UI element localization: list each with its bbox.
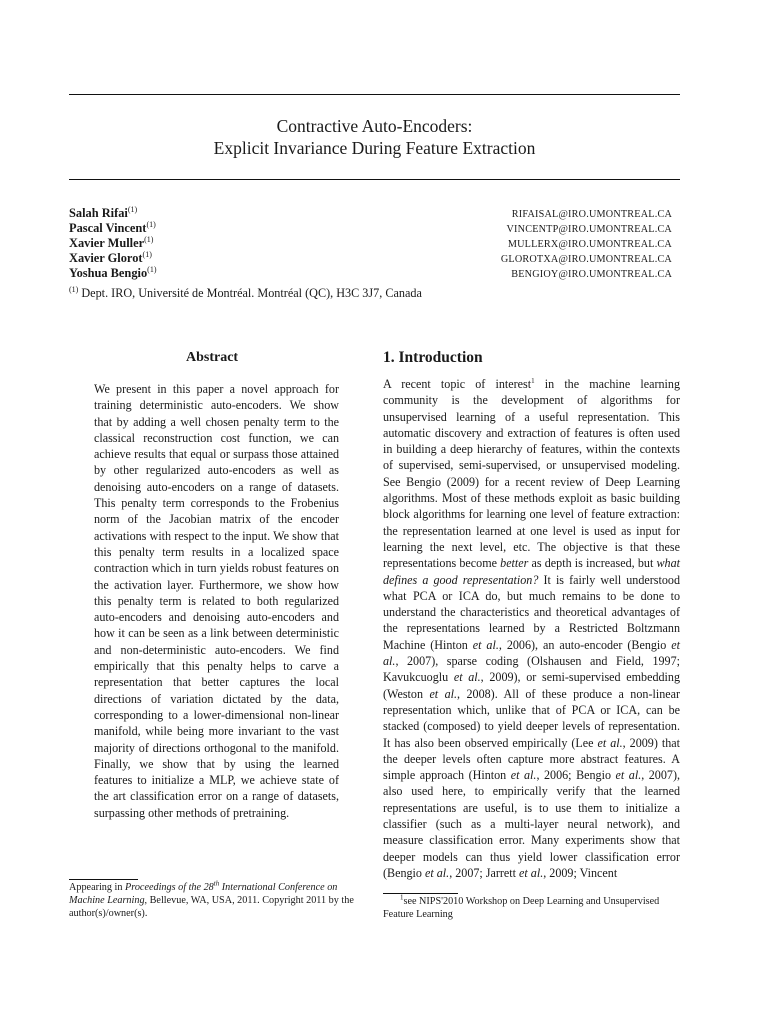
author-name: Xavier Glorot$^{(1)}$	[69, 249, 152, 265]
abstract-heading: Abstract	[186, 350, 239, 365]
author-name: Yoshua Bengio$^{(1)}$	[69, 264, 157, 280]
affiliation: $^{(1)}$ Dept. IRO, Université de Montréal. Montréal (QC), H3C 3J7, Canada	[69, 284, 422, 300]
paper-title-line-1: Contractive Auto-Encoders:	[276, 116, 473, 136]
title-bottom-rule	[69, 179, 680, 180]
footnote-rule-right	[383, 893, 458, 894]
author-email[interactable]: BENGIOY@IRO.UMONTREAL.CA	[511, 269, 672, 280]
introduction-text: A recent topic of interest$^1$ in the machine learning community is the development of algorithms for unsupervised learning of a useful representation. This automatic discovery and extraction of features is often used in building a deep hierarchy of features, within the contexts of supervised, semi-supervised, or unsupervised modeling. See Bengio (2009) for a recent review of Deep Learning algorithms. Most of these methods exploit as basic building block algorithms for learning one level of feature extraction: the representation learned at one level is used as input for learning the next level, etc. The objective is that these representations become better as depth is increased, but what defines a good representation? It is fairly well understood what PCA or ICA do, but much remains to be done to understand the characteristics and theoretical advantages of the representations learned by a Restricted Boltzmann Machine (Hinton et al., 2006), an auto-encoder (Bengio et al., 2007), sparse coding (Olshausen and Field, 1997; Kavukcuoglu et al., 2009), or semi-supervised embedding (Weston et al., 2008). All of these produce a non-linear representation which, unlike that of PCA or ICA, can be stacked (composed) to yield deeper levels of representation. It has also been observed empirically (Lee et al., 2009) that the deeper levels often capture more abstract features. A simple approach (Hinton et al., 2006; Bengio et al., 2007), also used here, to empirically verify that the learned representations are useful, is to use them to initialize a classifier (such as a multi-layer neural network), and measure classification error. Many experiments show that deeper models can thus yield lower classification error (Bengio et al., 2007; Jarrett et al., 2009; Vincent	[383, 376, 681, 880]
paper-title-line-2: Explicit Invariance During Feature Extraction	[213, 138, 536, 158]
author-name: Pascal Vincent$^{(1)}$	[69, 219, 156, 235]
footnote-1: $^1$see NIPS'2010 Workshop on Deep Learning and Unsupervised Feature Learning	[383, 893, 660, 920]
author-email[interactable]: GLOROTXA@IRO.UMONTREAL.CA	[500, 254, 672, 265]
author-email[interactable]: MULLERX@IRO.UMONTREAL.CA	[507, 239, 672, 250]
author-email[interactable]: RIFAISAL@IRO.UMONTREAL.CA	[511, 209, 672, 220]
introduction-heading: 1. Introduction	[383, 349, 483, 366]
top-rule	[69, 94, 680, 95]
author-name: Xavier Muller$^{(1)}$	[69, 234, 154, 250]
author-name: Salah Rifai$^{(1)}$	[69, 204, 138, 220]
footnote-marker[interactable]: 1	[531, 376, 535, 385]
abstract-text: We present in this paper a novel approach for training deterministic auto-encoders. We show that by adding a well chosen penalty term to the classical reconstruction cost function, we can achieve results that equal or surpass those attained by other regularized auto-encoders as well as denoising auto-encoders on a range of datasets. This penalty term corresponds to the Frobenius norm of the Jacobian matrix of the encoder activations with respect to the input. We show that this penalty term results in a localized space contraction which in turn yields robust features on the activation layer. Furthermore, we show how this penalty term is related to both regularized auto-encoders and denoising auto-encoders and how it can be seen as a link between deterministic and non-deterministic auto-encoders. We find empirically that this penalty helps to carve a representation that better captures the local directions of variation dictated by the data, corresponding to a lower-dimensional non-linear manifold, while being more invariant to the vast majority of directions orthogonal to the manifold. Finally, we show that by using the learned features to initialize a MLP, we achieve state of the art classification error on a range of datasets, surpassing other methods of pretraining.	[94, 382, 339, 820]
author-email[interactable]: VINCENTP@IRO.UMONTREAL.CA	[506, 224, 672, 235]
venue-footnote: Appearing in Proceedings of the 28th International Conference on Machine Learning, Bellevue, WA, USA, 2011. Copyright 2011 by the author(s)/owner(s).	[69, 879, 354, 919]
footnote-rule-left	[69, 879, 138, 880]
